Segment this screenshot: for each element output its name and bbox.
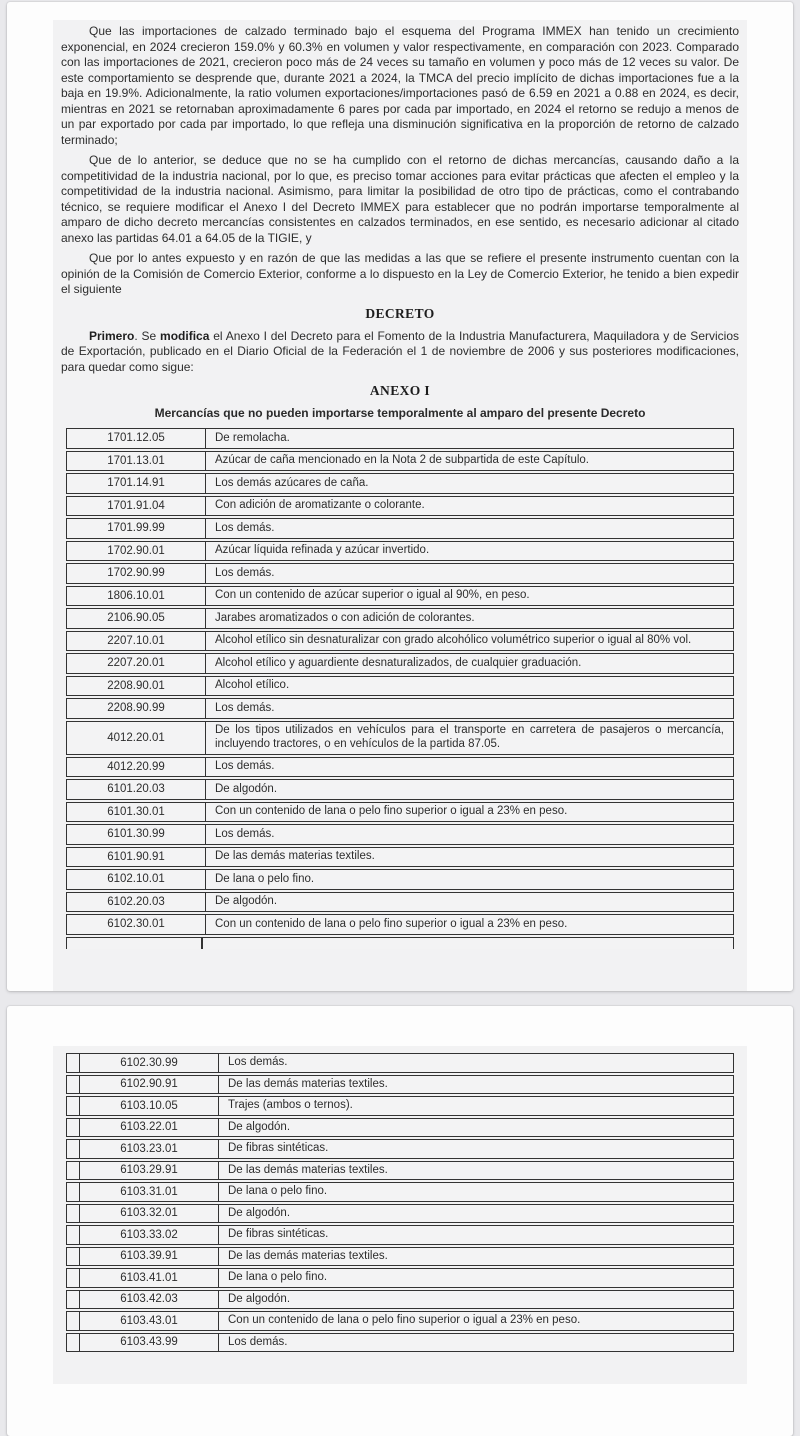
table-row: [66, 1161, 734, 1181]
tariff-code-cell: 6102.30.99: [80, 1054, 219, 1072]
table-row: [66, 757, 734, 778]
table-row: [66, 451, 734, 472]
tariff-description-cell: Con un contenido de lana o pelo fino superior o igual a 23% en peso.: [228, 1314, 581, 1326]
table-row-continuation-stub: [66, 937, 734, 949]
tariff-description-cell: De algodón.: [215, 895, 278, 907]
tariff-code-cell: 1806.10.01: [67, 587, 206, 606]
continuation-stub-cell: [67, 1248, 80, 1266]
tariff-code-cell: 6103.23.01: [80, 1140, 219, 1158]
table-row: [66, 1268, 734, 1288]
table-row: [66, 541, 734, 562]
tariff-code-cell: 6103.22.01: [80, 1119, 219, 1137]
tariff-code-cell: 6102.20.03: [67, 893, 206, 912]
tariff-code-cell: 6102.90.91: [80, 1076, 219, 1094]
tariff-code-cell: 6101.20.03: [67, 780, 206, 799]
continuation-stub-cell: [67, 1205, 80, 1223]
tariff-description-cell: Los demás azúcares de caña.: [215, 476, 369, 489]
tariff-description-cell: Los demás.: [215, 760, 275, 772]
tariff-code-cell: 6101.30.99: [67, 825, 206, 844]
paragraph-importaciones-calzado: Que las importaciones de calzado terminado bajo el esquema del Programa IMMEX han tenido un crecimiento exponencial, en 2024 crecieron 159.0% y 60.3% en volumen y valor respectivamente, en comparación con 2023. Comparado con las importaciones de 2021, crecieron poco más de 24 veces su tamaño en volumen y poco más de 12 veces su valor. De este comportamiento se desprende que, durante 2021 a 2024, la TMCA del precio implícito de dichas importaciones fue a la baja en 19.9%. Adicionalmente, la ratio volumen exportaciones/importaciones pasó de 6.59 en 2021 a 0.88 en 2024, es decir, mientras en 2021 se retornaban aproximadamente 6 pares por cada par importado, en 2024 el retorno se redujo a menos de un par exportado por cada par importado, lo que refleja una disminución significativa en la proporción de retorno de calzado terminado;: [61, 24, 739, 147]
tariff-description-cell: De las demás materias textiles.: [215, 850, 375, 862]
tariff-description-cell: Alcohol etílico sin desnaturalizar con grado alcohólico volumétrico superior o igual al 80% vol.: [215, 634, 692, 646]
table-row: [66, 676, 734, 697]
continuation-stub-cell: [67, 1334, 80, 1352]
tariff-description-cell: De los tipos utilizados en vehículos para el transporte en carretera de pasajeros o mercancía, incluyendo tractores, o en vehículos de la partida 87.05.: [215, 724, 724, 750]
continuation-stub-cell: [67, 1183, 80, 1201]
tariff-description-cell: De algodón.: [228, 1292, 291, 1305]
tariff-description-cell: Los demás.: [215, 827, 275, 840]
tariff-code-cell: 6103.31.01: [80, 1183, 219, 1201]
tariff-code-cell: 1702.90.01: [67, 542, 206, 561]
continuation-stub-cell: [67, 1119, 80, 1137]
table-row: [66, 914, 734, 935]
table-row: [66, 496, 734, 517]
table-row: [66, 1311, 734, 1331]
tariff-description-cell: Alcohol etílico.: [215, 679, 290, 691]
table-row: [66, 608, 734, 629]
tariff-description-cell: Azúcar líquida refinada y azúcar invertido.: [215, 544, 430, 556]
tariff-code-cell: 1701.14.91: [67, 474, 206, 493]
modifica-bold: modifica: [160, 328, 210, 343]
tariff-description-cell: De algodón.: [228, 1206, 291, 1219]
table-row: [66, 653, 734, 674]
tariff-table-page-2: [66, 1053, 734, 1352]
tariff-description-cell: De fibras sintéticas.: [228, 1228, 329, 1240]
tariff-code-cell: 6102.30.01: [67, 915, 206, 934]
table-row: [66, 892, 734, 913]
table-row: [66, 779, 734, 800]
table-row: [66, 802, 734, 823]
table-row: [66, 869, 734, 890]
tariff-code-cell: 1701.13.01: [67, 452, 206, 471]
tariff-description-cell: Los demás.: [228, 1056, 288, 1068]
tariff-description-cell: De lana o pelo fino.: [228, 1271, 328, 1283]
table-row: [66, 698, 734, 719]
tariff-code-cell: 6101.90.91: [67, 848, 206, 867]
table-row: [66, 1139, 734, 1159]
table-row: [66, 631, 734, 652]
table-row: [66, 1096, 734, 1116]
tariff-code-cell: 6103.29.91: [80, 1162, 219, 1180]
tariff-description-cell: De lana o pelo fino.: [215, 872, 315, 885]
continuation-stub-cell: [67, 1140, 80, 1158]
page-1: [7, 2, 793, 991]
table-row: [66, 518, 734, 539]
tariff-code-cell: 2207.10.01: [67, 632, 206, 651]
anexo-heading: ANEXO I: [369, 383, 431, 398]
tariff-description-cell: De las demás materias textiles.: [228, 1163, 388, 1176]
tariff-description-cell: De las demás materias textiles.: [228, 1249, 388, 1262]
table-row: [66, 721, 734, 755]
tariff-description-cell: Jarabes aromatizados o con adición de colorantes.: [215, 611, 475, 624]
table-row: [66, 1075, 734, 1095]
tariff-description-cell: De algodón.: [215, 782, 278, 795]
stub-column-divider: [201, 938, 203, 949]
tariff-code-cell: 6103.33.02: [80, 1226, 219, 1244]
table-row: [66, 1118, 734, 1138]
tariff-code-cell: 6103.41.01: [80, 1269, 219, 1287]
tariff-description-cell: De las demás materias textiles.: [228, 1077, 388, 1090]
tariff-description-cell: Con un contenido de lana o pelo fino superior o igual a 23% en peso.: [215, 805, 568, 817]
tariff-description-cell: Los demás.: [215, 566, 275, 579]
page-1-content: [53, 20, 747, 991]
continuation-stub-cell: [67, 1054, 80, 1072]
tariff-description-cell: Con un contenido de lana o pelo fino superior o igual a 23% en peso.: [215, 917, 568, 930]
tariff-code-cell: 1702.90.99: [67, 564, 206, 583]
continuation-stub-cell: [67, 1291, 80, 1309]
paragraph-primero: [61, 329, 739, 376]
tariff-description-cell: De fibras sintéticas.: [228, 1142, 329, 1154]
table-row: [66, 586, 734, 607]
tariff-description-cell: Los demás.: [215, 701, 275, 714]
table-row: [66, 1182, 734, 1202]
primero-bold: Primero: [89, 328, 135, 343]
tariff-description-cell: Alcohol etílico y aguardiente desnaturalizados, de cualquier graduación.: [215, 656, 582, 669]
table-row: [66, 473, 734, 494]
continuation-stub-cell: [67, 1312, 80, 1330]
paragraph-dano-competitividad: Que de lo anterior, se deduce que no se ha cumplido con el retorno de dichas mercancías, causando daño a la competitividad de la industria nacional, por lo que, es preciso tomar acciones para evitar prácticas que afecten el empleo y la competitividad de la industria nacional. Asimismo, para limitar la posibilidad de otro tipo de prácticas, como el contrabando técnico, se requiere modificar el Anexo I del Decreto IMMEX para establecer que no podrán importarse temporalmente al amparo de dicho decreto mercancías consistentes en calzados terminados, en ese sentido, es necesario adicionar al citado anexo las partidas 64.01 a 64.05 de la TIGIE, y: [61, 153, 739, 245]
page-2-content: [53, 1046, 747, 1384]
paragraph-comision-comercio: Que por lo antes expuesto y en razón de que las medidas a las que se refiere el presente instrumento cuentan con la opinión de la Comisión de Comercio Exterior, conforme a lo dispuesto en la Ley de Comercio Exterior, he tenido a bien expedir el siguiente: [61, 251, 739, 296]
table-row: [66, 1225, 734, 1245]
continuation-stub-cell: [67, 1076, 80, 1094]
tariff-description-cell: Los demás.: [228, 1335, 288, 1348]
tariff-description-cell: De lana o pelo fino.: [228, 1185, 328, 1197]
table-row: [66, 1247, 734, 1267]
tariff-description-cell: Los demás.: [215, 521, 275, 534]
tariff-code-cell: 4012.20.01: [67, 722, 206, 754]
tariff-code-cell: 2208.90.99: [67, 699, 206, 718]
tariff-description-cell: Con un contenido de azúcar superior o igual al 90%, en peso.: [215, 589, 530, 601]
tariff-code-cell: 6103.32.01: [80, 1205, 219, 1223]
table-row: [66, 428, 734, 449]
tariff-code-cell: 6103.39.91: [80, 1248, 219, 1266]
table-row: [66, 1333, 734, 1353]
table-row: [66, 824, 734, 845]
tariff-code-cell: 2106.90.05: [67, 609, 206, 628]
decreto-heading: DECRETO: [365, 305, 435, 321]
table-row: [66, 1053, 734, 1073]
tariff-code-cell: 2208.90.01: [67, 677, 206, 696]
tariff-description-cell: De remolacha.: [215, 431, 290, 444]
tariff-description-cell: Azúcar de caña mencionado en la Nota 2 de subpartida de este Capítulo.: [215, 454, 589, 466]
tariff-code-cell: 2207.20.01: [67, 654, 206, 673]
table-row: [66, 1290, 734, 1310]
tariff-code-cell: 1701.12.05: [67, 429, 206, 448]
continuation-stub-cell: [67, 1162, 80, 1180]
tariff-code-cell: 6103.42.03: [80, 1291, 219, 1309]
primero-sep: . Se: [134, 328, 161, 343]
tariff-code-cell: 4012.20.99: [67, 758, 206, 777]
primero-rest: el Anexo I del Decreto para el Fomento de la Industria Manufacturera, Maquiladora y de Servicios de Exportación, publicado en el Diario Oficial de la Federación el 1 de noviembre de 2006 y sus posteriores modificaciones, para quedar como sigue:: [61, 328, 739, 374]
tariff-code-cell: 6103.43.01: [80, 1312, 219, 1330]
tariff-table-page-1: [66, 428, 734, 935]
table-row: [66, 847, 734, 868]
continuation-stub-cell: [67, 1269, 80, 1287]
tariff-description-cell: Trajes (ambos o ternos).: [228, 1099, 353, 1111]
tariff-code-cell: 6101.30.01: [67, 803, 206, 822]
tariff-code-cell: 6102.10.01: [67, 870, 206, 889]
continuation-stub-cell: [67, 1226, 80, 1244]
continuation-stub-cell: [67, 1097, 80, 1115]
table-row: [66, 1204, 734, 1224]
tariff-description-cell: Con adición de aromatizante o colorante.: [215, 499, 425, 511]
tariff-code-cell: 1701.99.99: [67, 519, 206, 538]
tariff-code-cell: 6103.10.05: [80, 1097, 219, 1115]
tariff-code-cell: 6103.43.99: [80, 1334, 219, 1352]
table-caption: Mercancías que no pueden importarse temporalmente al amparo del presente Decreto: [154, 406, 646, 420]
tariff-code-cell: 1701.91.04: [67, 497, 206, 516]
tariff-description-cell: De algodón.: [228, 1120, 291, 1133]
table-row: [66, 563, 734, 584]
